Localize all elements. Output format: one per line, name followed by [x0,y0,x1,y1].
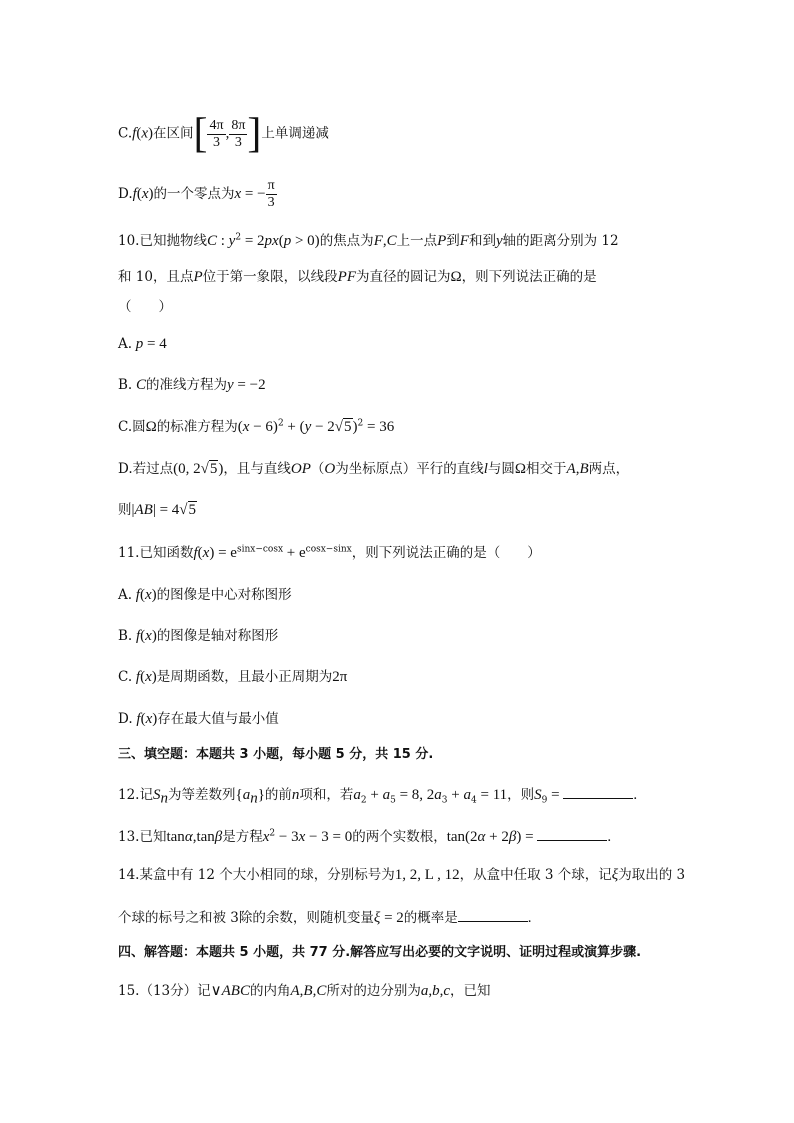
period-value: 2π [332,669,348,685]
text: 则 [118,502,132,518]
text: 的图像是轴对称图形 [156,628,279,644]
text: 和 10，且点 [118,269,194,285]
q14-line2: 个球的标号之和被 3除的余数，则随机变量ξ = 2的概率是 . [118,907,532,927]
q10-paren [118,298,172,316]
text: 的一个零点为 [153,186,235,202]
text: 13.已知 [118,829,167,845]
q14-line1: 14.某盒中有 12 个大小相同的球，分别标号为1, 2, L , 12，从盒中任取 3 个球，记ξ为取出的 3 [118,867,686,883]
q9-option-c: C.f(x)在区间[ $\frac{4\pi}{3}$ , $\frac{8\pi}{3}$ ]上单调递减 [118,111,329,157]
section-3-heading: 三、填空题：本题共 3 小题，每小题 5 分，共 15 分. [118,747,434,762]
q15: 15.（13分）记∨ABC的内角A,B,C所对的边分别为a,b,c，已知 [118,983,491,999]
text: 为等差数列 [167,787,236,803]
text: 的标准方程为 [156,419,238,435]
text: 个球的标号之和被 3除的余数，则随机变量 [118,910,374,926]
text: 与圆 [487,461,515,477]
text: 的准线方程为 [145,377,227,393]
text: 的前 [264,787,292,803]
q12: 12.记$S_n$为等差数列$\{a_n\}$的前n项和，若$a_2 + a_5 = 8$, $2a_3 + a_4 = 11$，则$S_9$ = . [118,784,637,804]
text: 15.（13分）记 [118,983,211,999]
text: 上一点 [396,233,438,249]
fraction: $\frac{4\pi}{3}$ [209,117,224,150]
text: 12.记 [118,787,153,803]
q10-option-a: A. p = 4 [118,336,167,352]
option-label: B. [118,628,133,644]
answer-blank[interactable] [537,826,607,841]
text: 所对的边分别为 [326,983,421,999]
q11-stem: 11.已知函数$f(x) = e^{sinx-cosx} + e^{cosx-sinx}$，则下列说法正确的是（ ） [118,544,541,561]
q11-option-a: A. f(x)的图像是中心对称图形 [118,587,292,603]
text: 上单调递减 [261,125,329,142]
text: 11.已知函数 [118,545,194,561]
q10-option-b: B. C的准线方程为y = −2 [118,377,266,393]
text: 的图像是中心对称图形 [156,587,292,603]
q11-option-d: D. f(x)存在最大值与最小值 [118,711,279,727]
option-label: B. [118,377,133,393]
text: 相交于 [526,461,567,477]
text: 项和，若 [299,787,354,803]
q13: 13.已知tanα,tanβ是方程$x^2 - 3x - 3 = 0$的两个实数根，tan(2α + 2β) = . [118,826,611,846]
q11-option-b: B. f(x)的图像是轴对称图形 [118,628,279,644]
text: ，则下列说法正确的是（ ） [351,545,541,561]
option-label: A. [118,587,133,603]
text: 是方程 [222,829,263,845]
text: 为取出的 3 [618,867,686,883]
option-label: A. [118,336,133,352]
fraction: $\frac{8\pi}{3}$ [231,117,246,150]
q10-option-d-line2: 则|AB| = 4√5 [118,502,197,518]
q10-option-c: C.圆Ω的标准方程为$(x - 6)^2 + (y - 2√5)^2 = 36$ [118,418,395,435]
option-label: D. [118,186,133,202]
option-label: C. [118,125,133,142]
text: 10.已知抛物线 [118,233,207,249]
text: 位于第一象限，以线段 [202,269,338,285]
section-4-heading: 四、解答题：本题共 5 小题，共 77 分.解答应写出必要的文字说明、证明过程或演算步骤. [118,945,642,960]
q11-option-c: C. f(x)是周期函数，且最小正周期为2π [118,669,348,685]
text: 是周期函数，且最小正周期为 [156,669,333,685]
option-label: C. [118,669,133,685]
option-label: D. [118,711,133,727]
text: 的内角 [249,983,291,999]
fraction: $\frac{\pi}{3}$ [267,178,275,210]
text: 在区间 [152,125,194,142]
text: 的焦点为 [319,233,374,249]
text: 的两个实数根， [352,829,447,845]
text: 存在最大值与最小值 [157,711,279,727]
text: 到 [446,233,460,249]
answer-blank[interactable] [458,907,528,922]
text: 为坐标原点）平行的直线 [335,461,484,477]
q9-option-d: D.f(x)的一个零点为x = − $\frac{\pi}{3}$ [118,178,275,210]
text: 两点， [588,461,630,477]
math-fx: f [132,125,137,142]
text: （ [310,461,325,477]
text: 为直径的圆记为 [355,269,451,285]
q10-option-d: D.若过点(0, 2√5)，且与直线OP（O为坐标原点）平行的直线l与圆Ω相交于A,B两点， [118,461,630,477]
text: ，则下列说法正确的是 [461,269,597,285]
option-label: C.圆 [118,419,146,435]
q10-stem-line2: 和 10，且点P位于第一象限，以线段PF为直径的圆记为Ω，则下列说法正确的是 [118,269,597,285]
q10-stem-line1: 10.已知抛物线C : $y^2 = 2px(p > 0)$的焦点为F,C上一点P到F和到y轴的距离分别为 12 [118,232,619,249]
text: ，且与直线 [223,461,291,477]
answer-paren: （ ） [118,299,172,315]
option-label: D.若过点 [118,461,174,477]
text: 的概率是 [403,910,458,926]
answer-blank[interactable] [563,784,633,799]
text: 和到 [468,233,496,249]
text: ，则 [507,787,535,803]
text: ，已知 [450,983,491,999]
text: ，从盒中任取 3 个球，记 [459,867,612,883]
text: 轴的距离分别为 12 [502,233,619,249]
text: 14.某盒中有 12 个大小相同的球，分别标号为 [118,867,395,883]
